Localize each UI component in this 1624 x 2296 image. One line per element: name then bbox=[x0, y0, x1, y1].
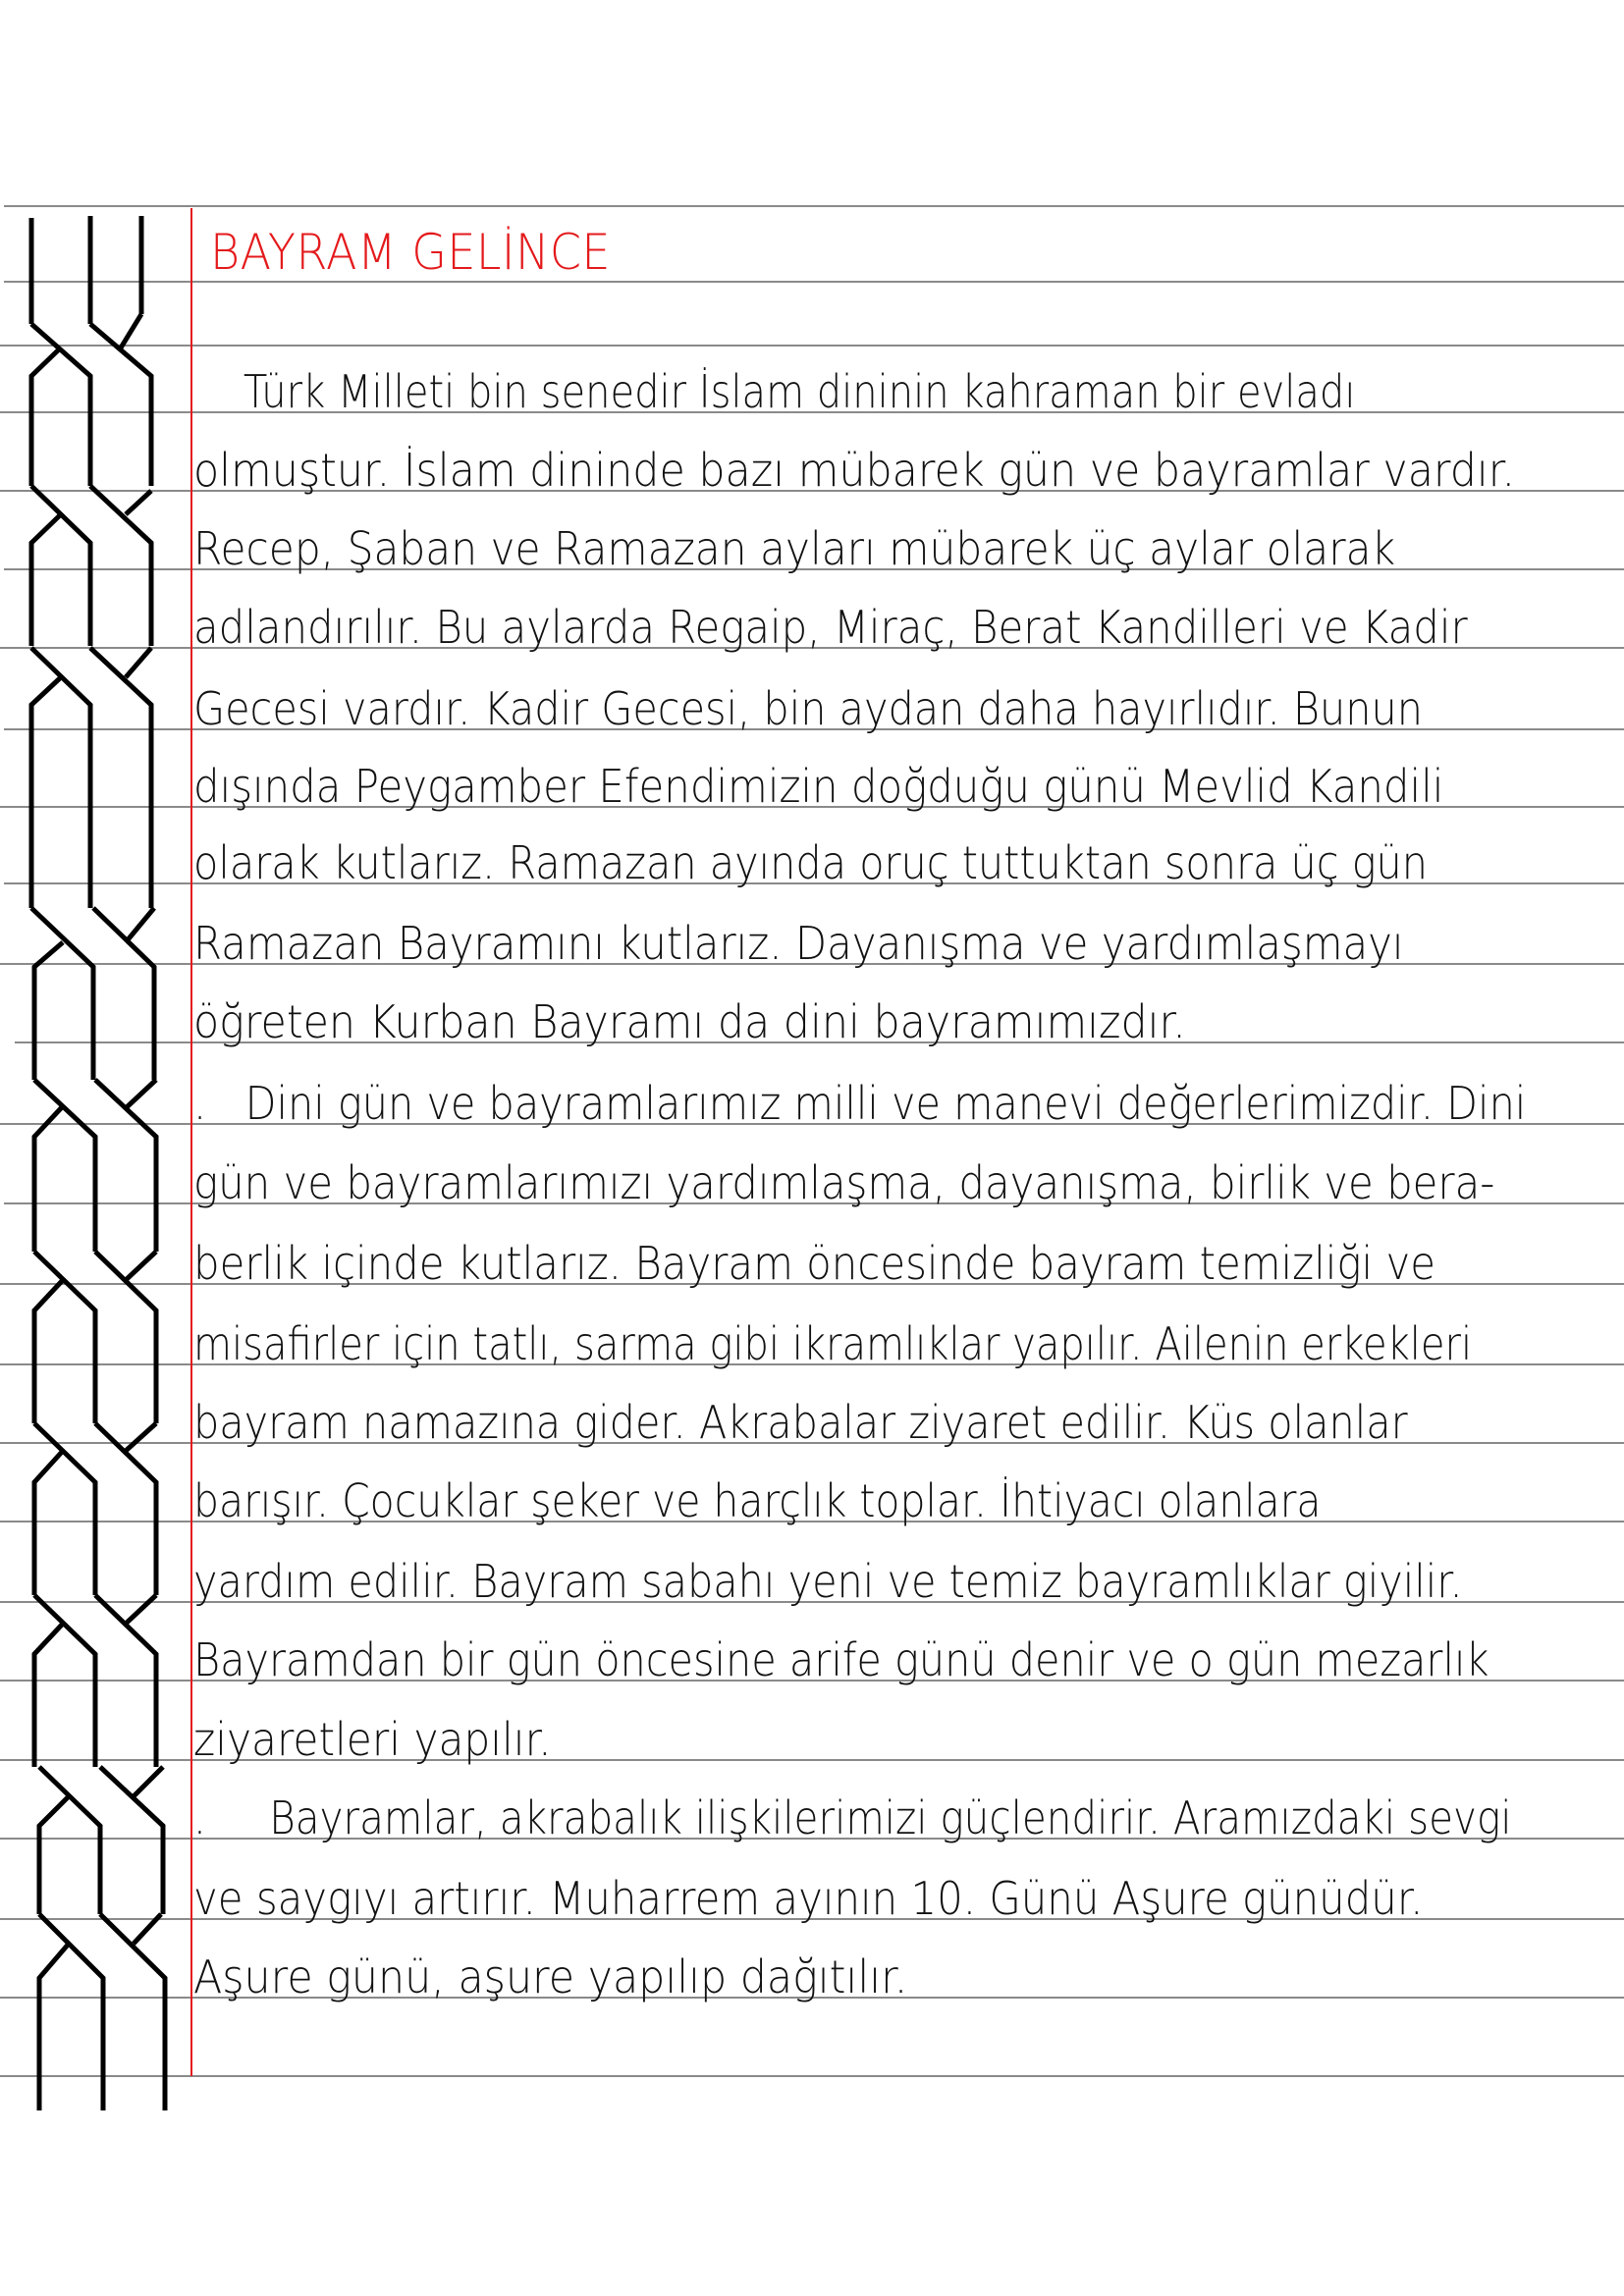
text-line: barışır. Çocuklar şeker ve harçlık toplar. İhtiyacı olanlara bbox=[193, 1474, 1322, 1527]
text-line: olmuştur. İslam dininde bazı mübarek gün ve bayramlar vardır. bbox=[193, 444, 1516, 497]
page-title: BAYRAM GELİNCE bbox=[210, 224, 611, 281]
text-line: Aşure günü, aşure yapılıp dağıtılır. bbox=[193, 1950, 908, 2003]
text-line: öğreten Kurban Bayramı da dini bayramımızdır. bbox=[193, 995, 1186, 1048]
text-line: bayram namazına gider. Akrabalar ziyaret edilir. Küs olanlar bbox=[193, 1396, 1408, 1449]
text-line: Bayramdan bir gün öncesine arife günü denir ve o gün mezarlık bbox=[193, 1633, 1489, 1686]
text-line: misafirler için tatlı, sarma gibi ikramlıklar yapılır. Ailenin erkekleri bbox=[193, 1317, 1473, 1370]
text-line: dışında Peygamber Efendimizin doğduğu günü Mevlid Kandili bbox=[193, 760, 1444, 813]
text-line: Türk Milleti bin senedir İslam dininin kahraman bir evladı bbox=[193, 365, 1356, 418]
text-line: gün ve bayramlarımızı yardımlaşma, dayanışma, birlik ve bera- bbox=[193, 1156, 1495, 1209]
text-line: Recep, Şaban ve Ramazan ayları mübarek üç aylar olarak bbox=[193, 522, 1396, 575]
text-line: ziyaretleri yapılır. bbox=[193, 1713, 552, 1766]
text-line: olarak kutlarız. Ramazan ayında oruç tuttuktan sonra üç gün bbox=[193, 836, 1429, 889]
text-line: . Dini gün ve bayramlarımız milli ve manevi değerlerimizdir. Dini bbox=[193, 1077, 1527, 1130]
text-line: yardım edilir. Bayram sabahı yeni ve temiz bayramlıklar giyilir. bbox=[193, 1555, 1463, 1608]
text-line: Gecesi vardır. Kadir Gecesi, bin aydan daha hayırlıdır. Bunun bbox=[193, 682, 1423, 735]
text-line: adlandırılır. Bu aylarda Regaip, Miraç, Berat Kandilleri ve Kadir bbox=[193, 601, 1468, 654]
text-line: berlik içinde kutlarız. Bayram öncesinde bayram temizliği ve bbox=[193, 1237, 1435, 1290]
text-line: . Bayramlar, akrabalık ilişkilerimizi güçlendirir. Aramızdaki sevgi bbox=[193, 1791, 1512, 1844]
text-line: Ramazan Bayramını kutlarız. Dayanışma ve yardımlaşmayı bbox=[193, 917, 1404, 970]
braid-border-decoration bbox=[0, 0, 196, 2296]
text-line: ve saygıyı artırır. Muharrem ayının 10. Günü Aşure günüdür. bbox=[193, 1872, 1424, 1925]
